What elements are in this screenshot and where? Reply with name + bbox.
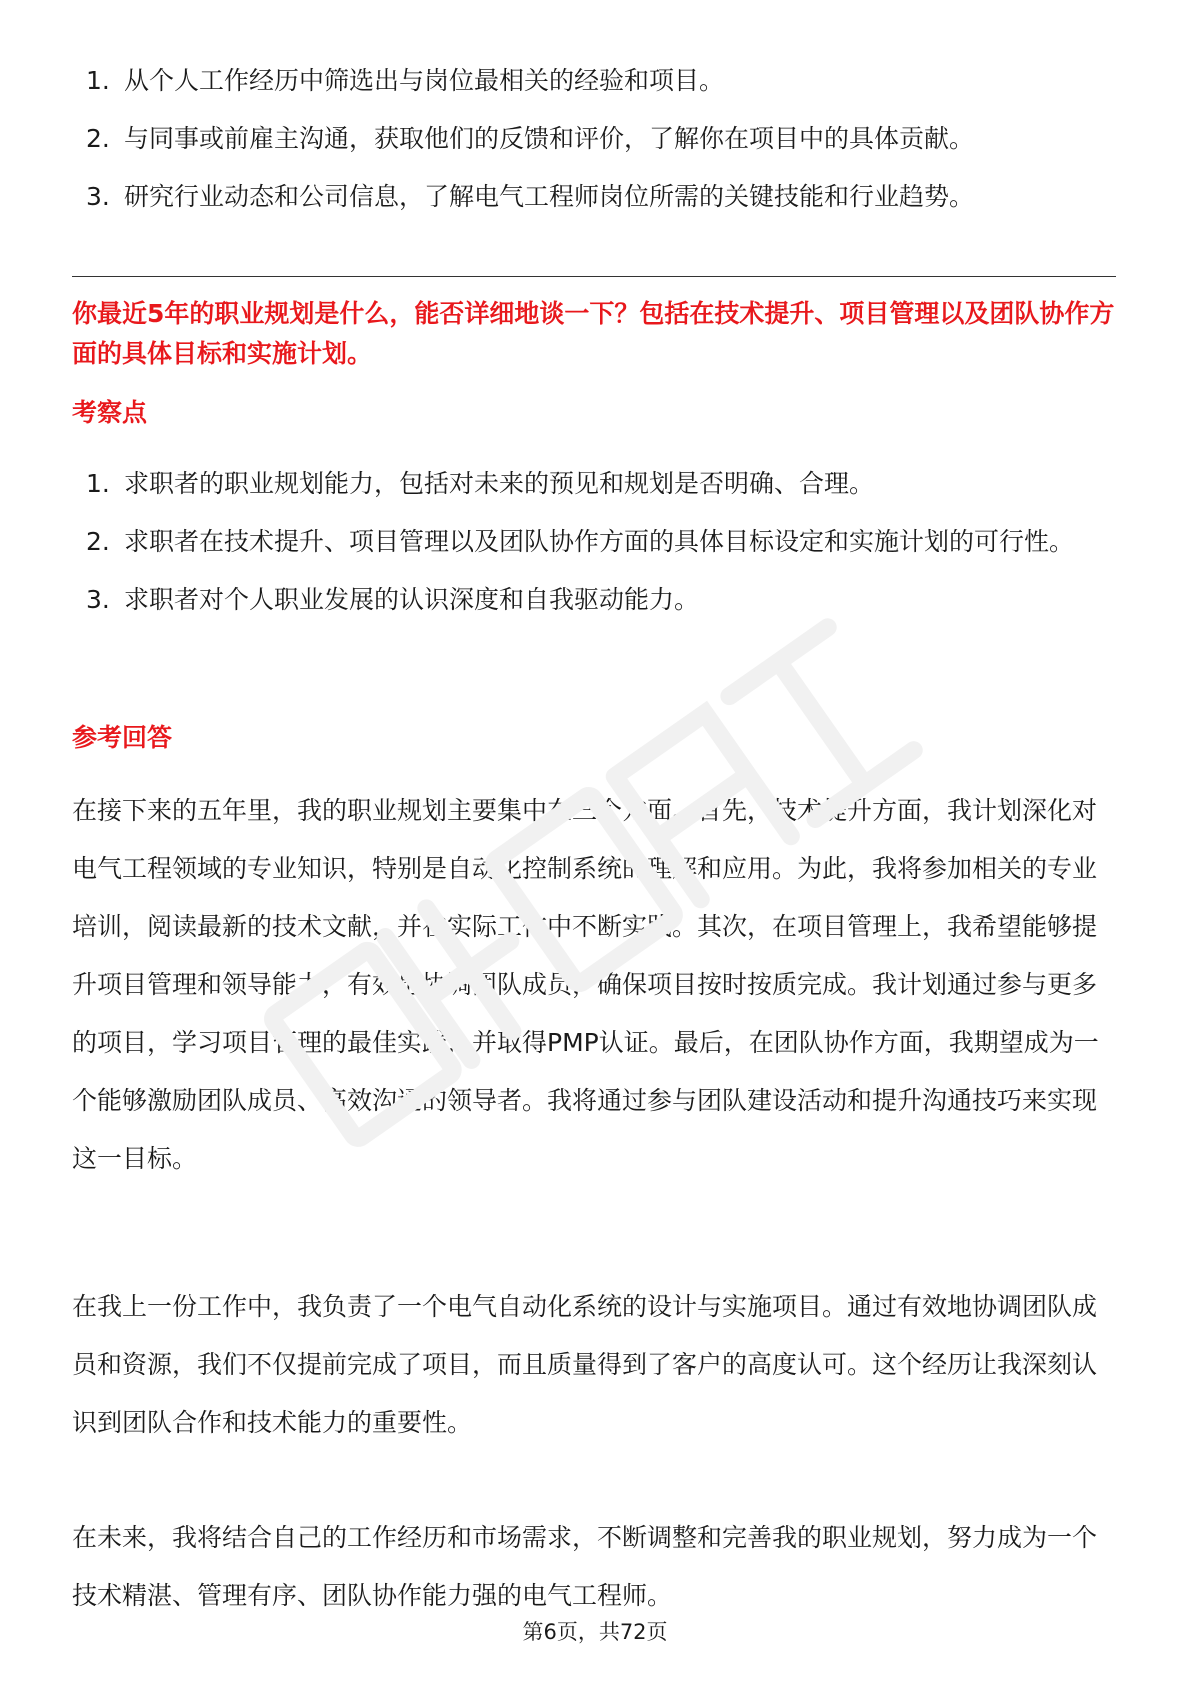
answer-paragraph: 在我上一份工作中，我负责了一个电气自动化系统的设计与实施项目。通过有效地协调团队成员和资源，我们不仅提前完成了项目，而且质量得到了客户的高度认可。这个经历让我深刻认识到团队合作和技术能力的重要性。 — [72, 1292, 1098, 1437]
answer-paragraph: 在接下来的五年里，我的职业规划主要集中在三个方面。首先，技术提升方面，我计划深化对电气工程领域的专业知识，特别是自动化控制系统的理解和应用。为此，我将参加相关的专业培训，阅读最新的技术文献，并在实际工作中不断实践。其次，在项目管理上，我希望能够提升项目管理和领导能力，有效地协调团队成员，确保项目按时按质完成。我计划通过参与更多的项目，学习项目管理的最佳实践，并取得PMP认证。最后，在团队协作方面，我期望成为一个能够激励团队成员、高效沟通的领导者。我将通过参与团队建设活动和提升沟通技巧来实现这一目标。 — [72, 796, 1099, 1173]
list-item: 1. 求职者的职业规划能力，包括对未来的预见和规划是否明确、合理。 — [86, 469, 875, 498]
points-label: 考察点 — [72, 398, 148, 427]
list-item: 3. 求职者对个人职业发展的认识深度和自我驱动能力。 — [86, 585, 700, 614]
list-item: 1. 从个人工作经历中筛选出与岗位最相关的经验和项目。 — [86, 66, 725, 95]
answer-paragraph: 在未来，我将结合自己的工作经历和市场需求，不断调整和完善我的职业规划，努力成为一个技术精湛、管理有序、团队协作能力强的电气工程师。 — [72, 1523, 1098, 1610]
top-list — [86, 52, 1116, 226]
list-item: 2. 与同事或前雇主沟通，获取他们的反馈和评价，了解你在项目中的具体贡献。 — [86, 124, 975, 153]
section-divider — [72, 276, 1116, 277]
page-number: 第6页，共72页 — [522, 1620, 668, 1644]
answer-label: 参考回答 — [72, 723, 173, 752]
list-item: 3. 研究行业动态和公司信息，了解电气工程师岗位所需的关键技能和行业趋势。 — [86, 182, 975, 211]
points-list — [86, 455, 1116, 629]
interview-question: 你最近5年的职业规划是什么，能否详细地谈一下？包括在技术提升、项目管理以及团队协作方面的具体目标和实施计划。 — [72, 299, 1115, 368]
list-item: 2. 求职者在技术提升、项目管理以及团队协作方面的具体目标设定和实施计划的可行性。 — [86, 527, 1075, 556]
